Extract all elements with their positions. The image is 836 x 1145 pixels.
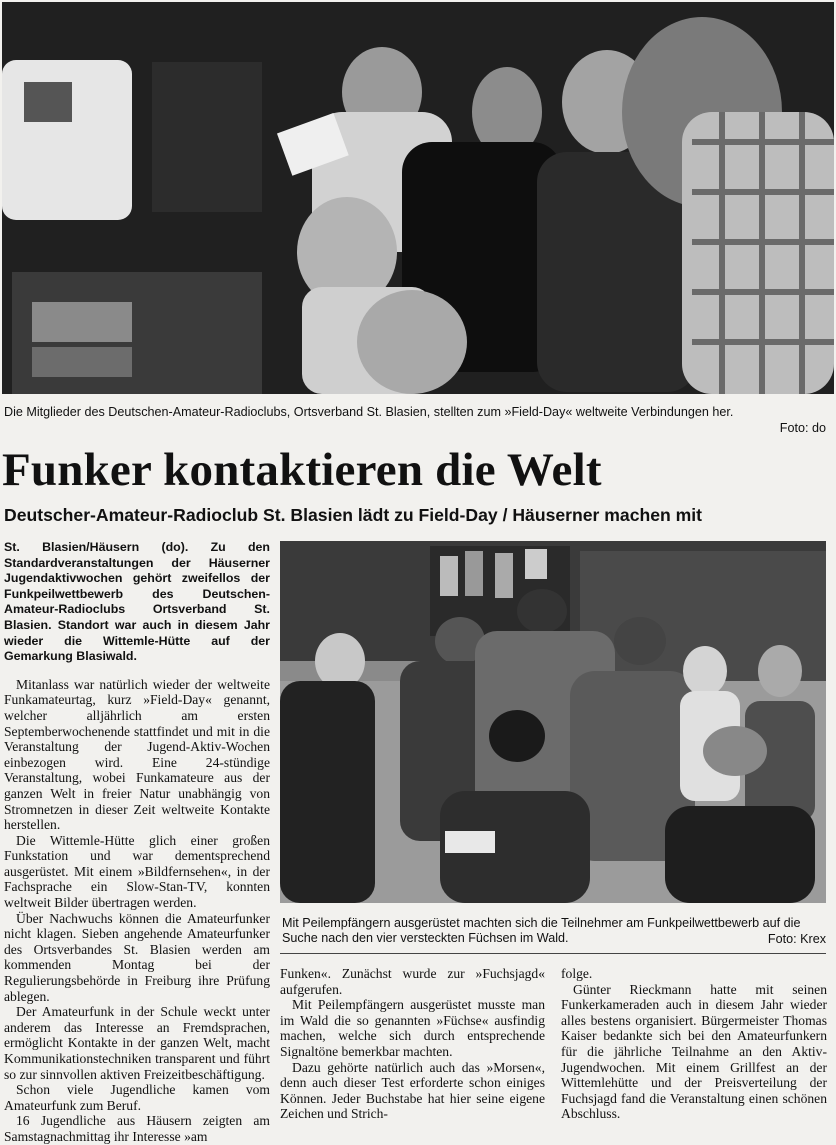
article-paragraph: Über Nachwuchs können die Amateurfunker nicht klagen. Sieben angehende Amateurfunker des Ortsverbandes St. Blasien werden am kommenden Montag bei der Regulierungsbehörde in Freiburg ihre Prüfung ablegen. bbox=[4, 910, 270, 1004]
article-paragraph: Mit Peilempfängern ausgerüstet musste man im Wald die so genannten »Füchse« ausfindig machen, welche sich durch entsprechende Signaltöne bemerkbar machten. bbox=[280, 997, 545, 1059]
photo2-credit: Foto: Krex bbox=[767, 932, 826, 946]
article-paragraph: Dazu gehörte natürlich auch das »Morsen«, denn auch dieser Test erforderte schon einiges Können. Jeder Buchstabe hat hier seine eigene Zeichen und Strich- bbox=[280, 1059, 545, 1122]
photo1-caption: Die Mitglieder des Deutschen-Amateur-Radioclubs, Ortsverband St. Blasien, stellten zum »Field-Day« weltweite Verbindungen her. bbox=[4, 405, 734, 419]
article-paragraph: folge. bbox=[561, 966, 593, 981]
article-paragraph: Schon viele Jugendliche kamen vom Amateurfunk zum Beruf. bbox=[4, 1082, 270, 1113]
subheadline: Deutscher-Amateur-Radioclub St. Blasien lädt zu Field-Day / Häuserner machen mit bbox=[4, 505, 703, 525]
separator-rule bbox=[280, 953, 826, 954]
article-column-3 bbox=[561, 966, 827, 1122]
photo-fox-hunt-participants bbox=[280, 541, 826, 903]
article-paragraph: Die Wittemle-Hütte glich einer großen Funkstation und war dementsprechend ausgerüstet. Mit einem »Bildfernsehen«, in der Fachsprache ein Slow-Stan-TV, konnten weltweit Bilder übertragen werden. bbox=[4, 832, 270, 911]
article-paragraph: Der Amateurfunk in der Schule weckt unter anderem das Interesse an Fremdsprachen, ermöglicht Kontakte in der ganzen Welt, macht Kommunikationstechniken transparent und führt so zur sinnvollen aktiven Freizeitbeschäftigung. bbox=[4, 1004, 270, 1082]
article-lead: St. Blasien/Häusern (do). Zu den Standardveranstaltungen der Häuserner Jugendaktivwochen gehört zweifellos der Funkpeilwettbewerb des Deutschen-Amateur-Radioclubs Ortsverband St. Blasien. Standort war auch in diesem Jahr wieder die Wittemle-Hütte auf der Gemarkung Blasiwald. bbox=[4, 540, 270, 664]
photo2-caption: Mit Peilempfängern ausgerüstet machten sich die Teilnehmer am Funkpeilwettbewerb auf die Suche nach den vier versteckten Füchsen im Wald. bbox=[282, 916, 801, 945]
article-paragraph: Mitanlass war natürlich wieder der weltweite Funkamateurtag, kurz »Field-Day« genannt, welcher alljährlich am ersten Septemberwochenende stattfindet und mit in die Veranstaltung der Jugend-Aktiv-Wochen einbezogen wird. Eine 24-stündige Veranstaltung, wobei Funkamateure aus der ganzen Welt in freier Natur unabhängig von Stromnetzen in dieser Zeit weltweite Kontakte herstellen. bbox=[4, 676, 270, 833]
photo-fox-hunt-illustration bbox=[280, 541, 826, 903]
article-column-1 bbox=[4, 540, 270, 1145]
article-paragraph: Funken«. Zunächst wurde zur »Fuchsjagd« aufgerufen. bbox=[280, 966, 545, 997]
article-column-2 bbox=[280, 966, 545, 1122]
article-paragraph: 16 Jugendliche aus Häusern zeigten am Samstagnachmittag ihr Interesse »am bbox=[4, 1113, 270, 1144]
headline: Funker kontaktieren die Welt bbox=[2, 444, 602, 496]
photo1-credit: Foto: do bbox=[779, 421, 826, 435]
photo-radio-club-members bbox=[2, 2, 834, 394]
photo-radio-club-illustration bbox=[2, 2, 834, 394]
article-paragraph: Günter Rieckmann hatte mit seinen Funkerkameraden auch in diesem Jahr wieder alles bestens organisiert. Bürgermeister Thomas Kaiser bedankte sich bei den Amateurfunkern für die jährliche Teilnahme an den Aktiv-Jugendwochen. Mit einem Grillfest an der Wittemlehütte und der Preisverteilung der Fuchsjagd fand die Veranstaltung einen schönen Abschluss. bbox=[561, 981, 827, 1122]
